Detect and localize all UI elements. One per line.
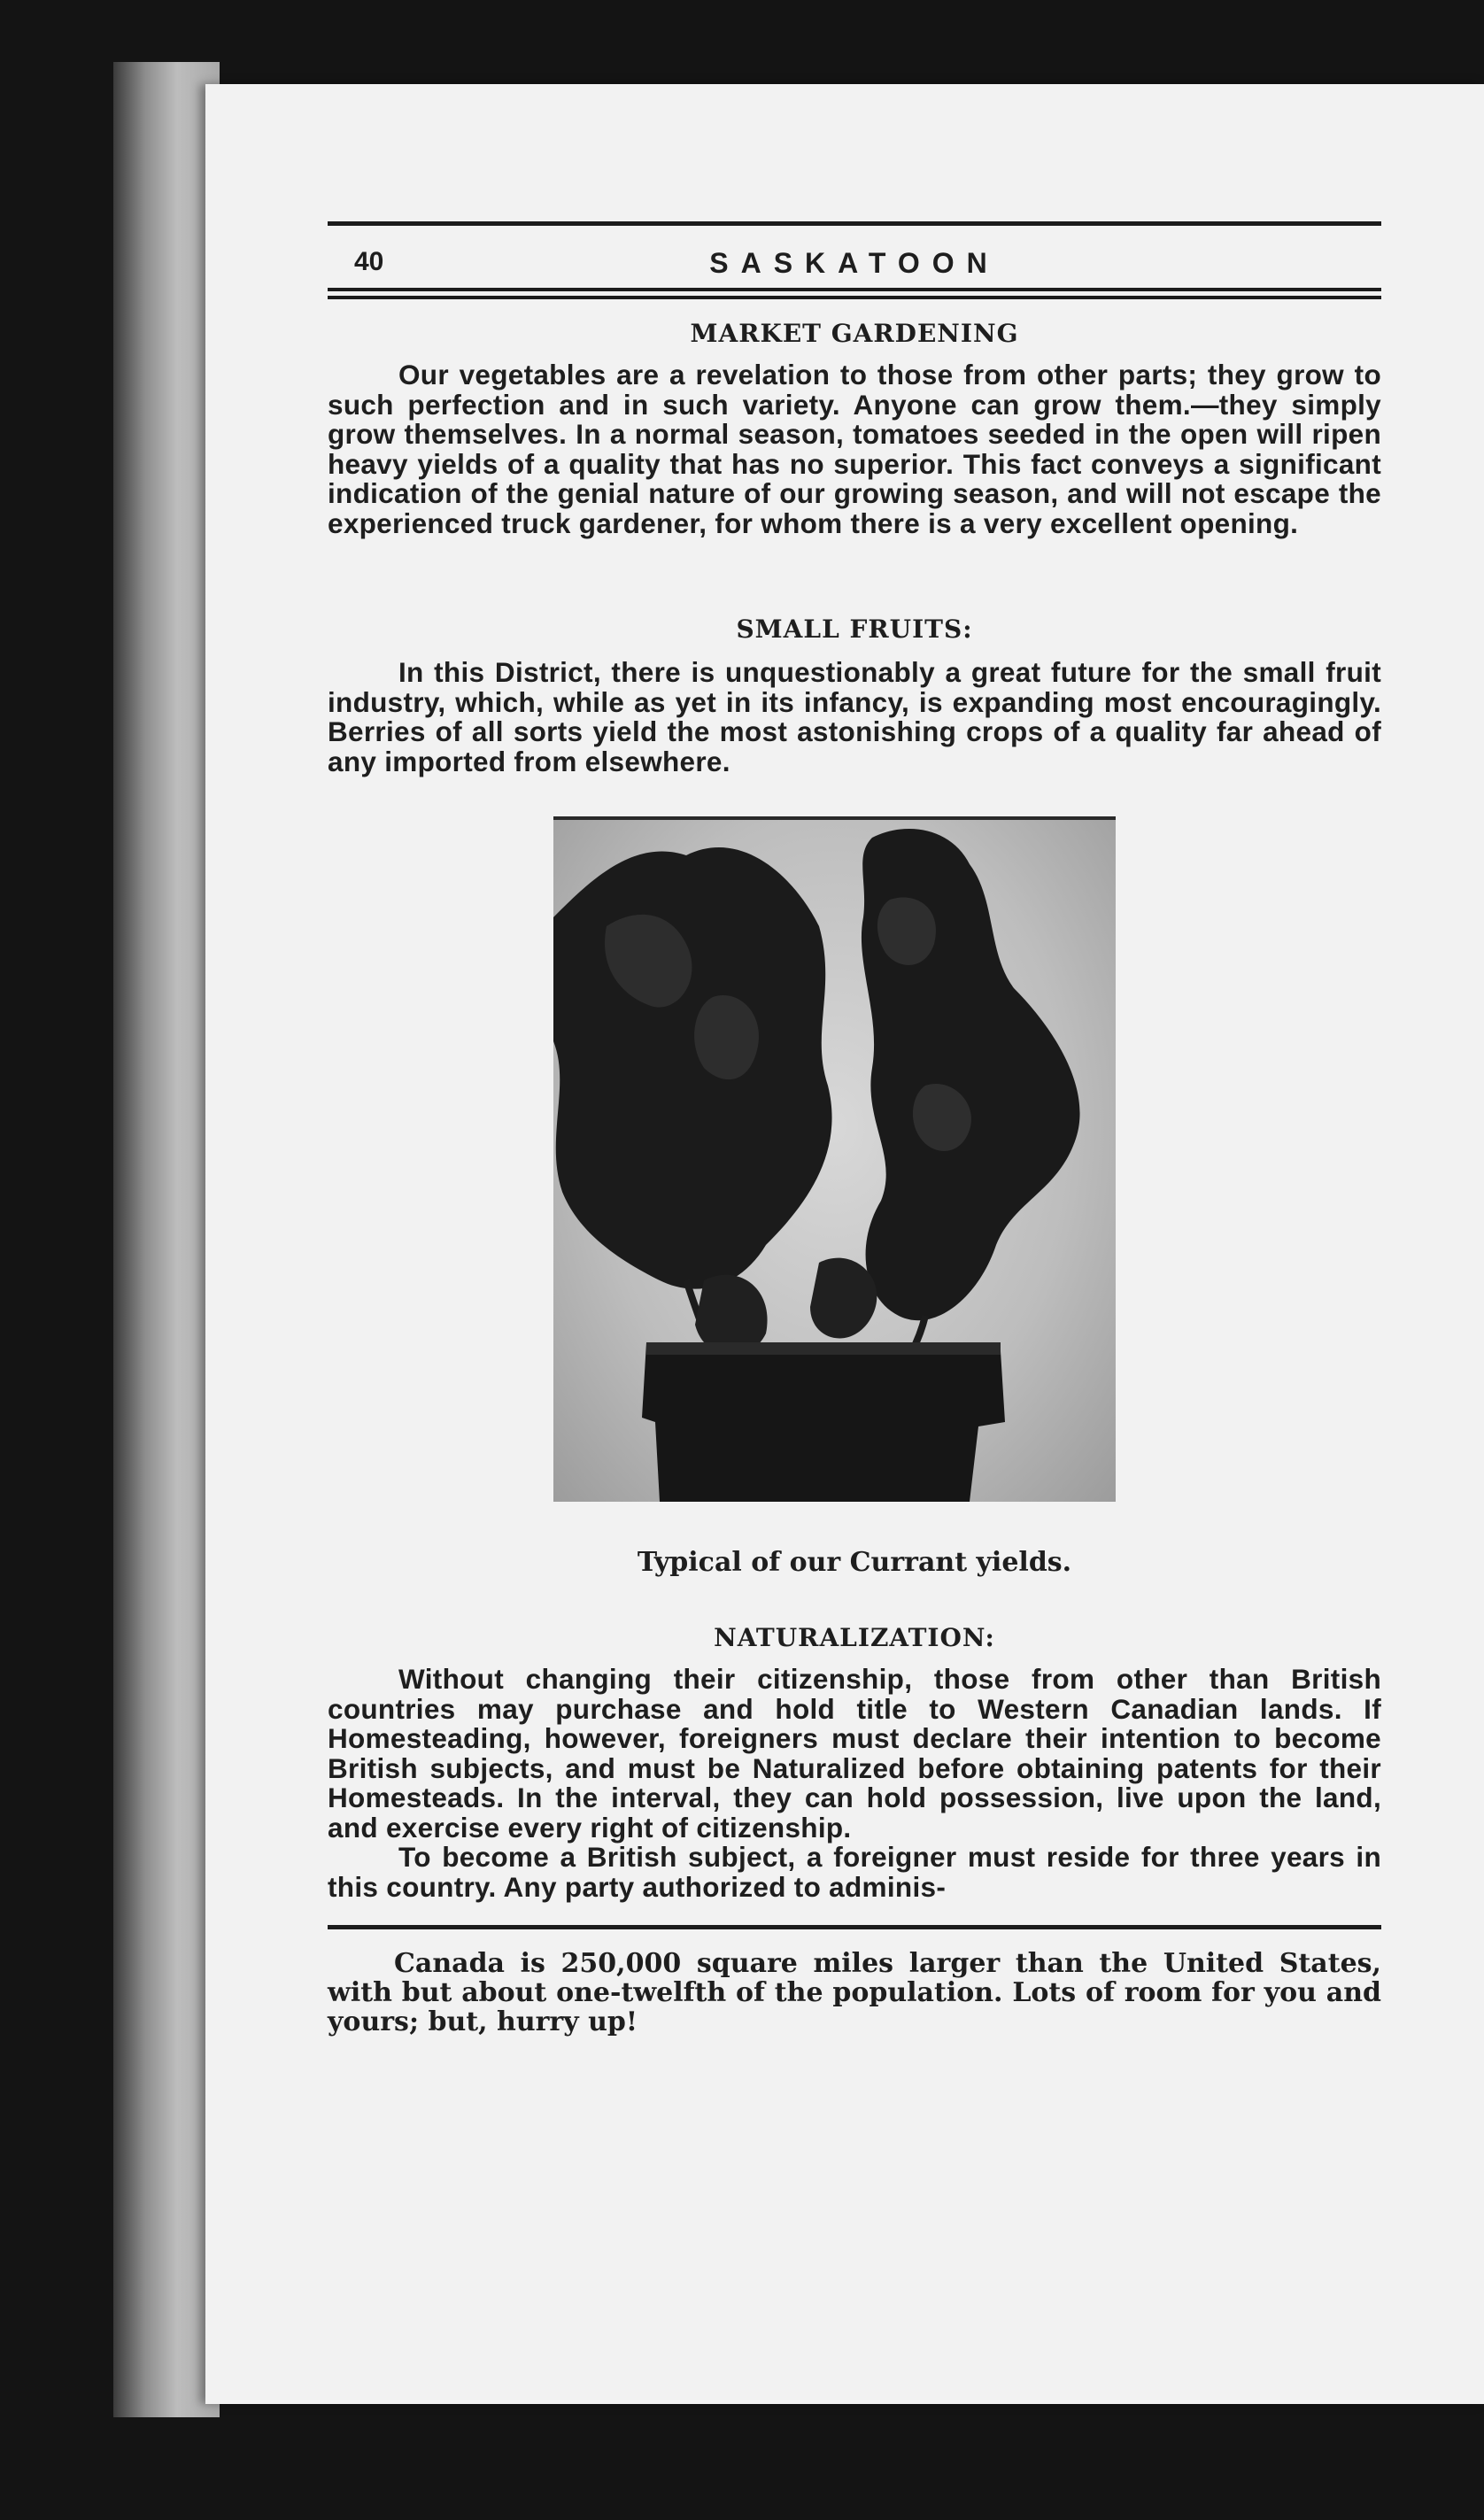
currant-figure	[328, 777, 1381, 1578]
page-content	[328, 221, 1381, 2037]
footer-note: Canada is 250,000 square miles larger than the United States, with but about one-twelfth of the population. Lots of room for you and yours; but, hurry up!	[328, 1948, 1381, 2037]
naturalization-paragraph-1: Without changing their citizenship, those from other than British countries may purchase and hold title to Western Canadian lands. If Homesteading, however, foreigners must declare their intention to become British subjects, and must be Naturalized before obtaining patents for their Homesteads. In the interval, they can hold possession, live upon the land, and exercise every right of citizenship.	[328, 1663, 1381, 1844]
currant-bush-photo	[553, 816, 1116, 1502]
section-heading-market-gardening: MARKET GARDENING	[690, 319, 1019, 348]
running-header	[328, 226, 1381, 279]
header-bottom-rule-1	[328, 288, 1381, 291]
small-fruits-paragraph: In this District, there is unquestionably a great future for the small fruit industry, which, while as yet in its infancy, is expanding most encouragingly. Berries of all sorts yield the most astonishing crops of a quality far ahead of any imported from elsewhere.	[328, 656, 1381, 777]
figure-caption: Typical of our Currant yields.	[637, 1547, 1072, 1578]
naturalization-paragraph-2: To become a British subject, a foreigner must reside for three years in this country. Any party authorized to adminis-	[328, 1841, 1381, 1903]
page-number: 40	[354, 247, 384, 276]
section-heading-naturalization: NATURALIZATION:	[714, 1623, 995, 1652]
running-title: SASKATOON	[709, 247, 1000, 279]
market-gardening-paragraph: Our vegetables are a revelation to those from other parts; they grow to such perfection and in such variety. Anyone can grow them.—they simply grow themselves. In a normal season, tomatoes seeded in the open will ripen heavy yields of a quality that has no superior. This fact conveys a significant indication of the genial nature of our growing season, and will not escape the experienced truck gardener, for whom there is a very excellent opening.	[328, 359, 1381, 539]
section-heading-small-fruits: SMALL FRUITS:	[736, 615, 973, 644]
currant-bush-illustration	[553, 820, 1116, 1502]
book-spine-edge	[113, 62, 220, 2417]
